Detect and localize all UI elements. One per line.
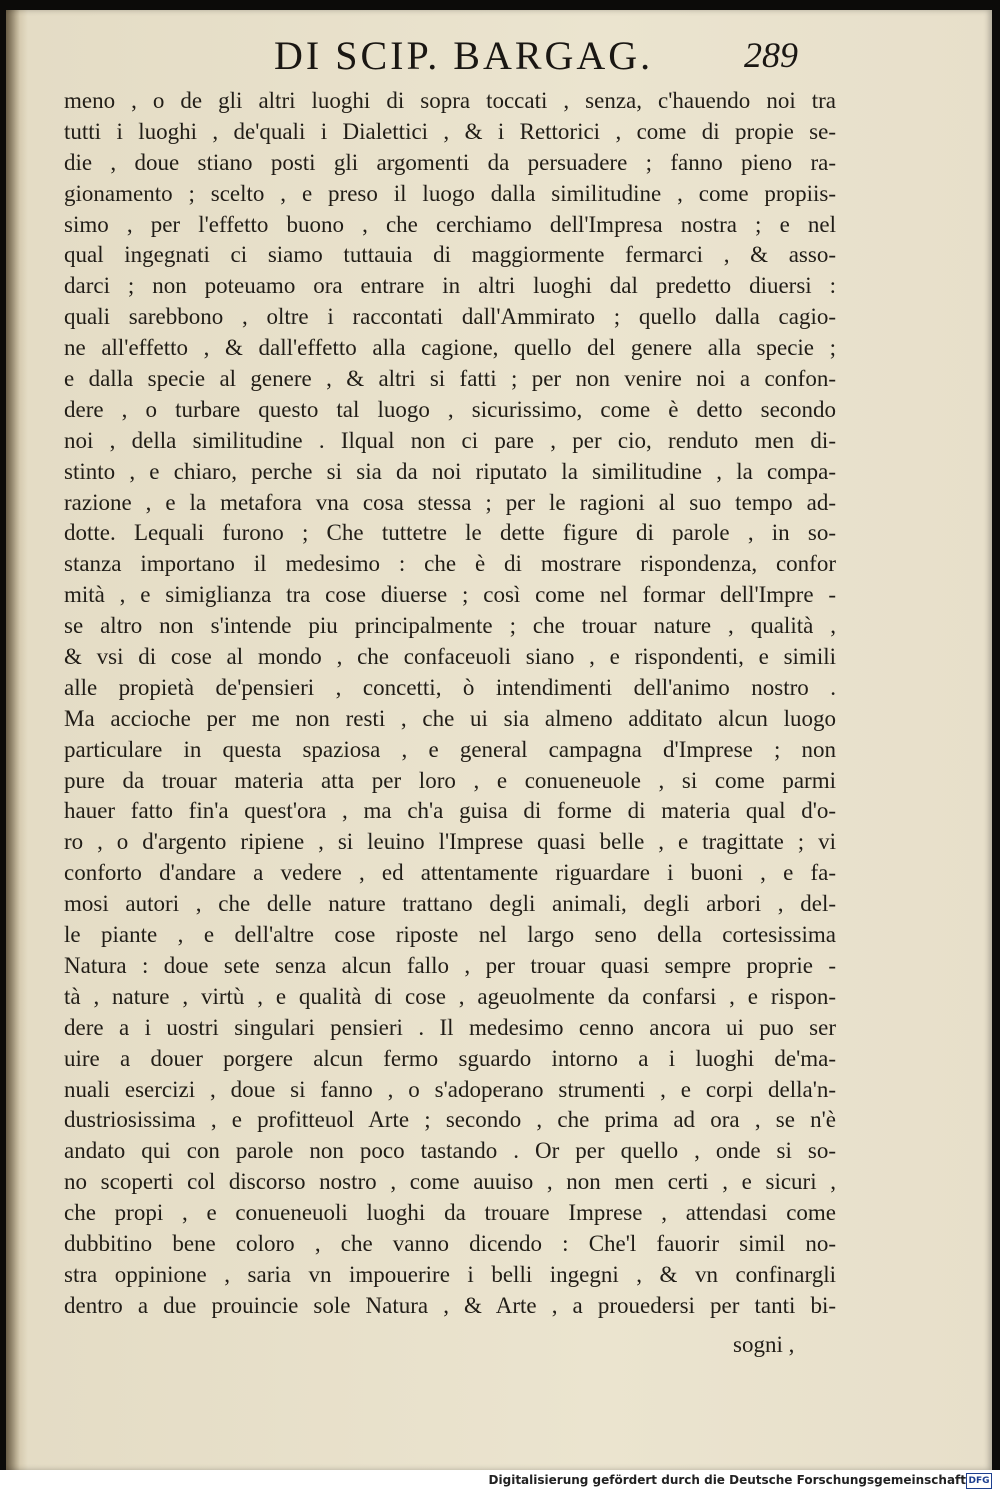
text-line: no scoperti col discorso nostro , come auuiso , non men certi , e sicuri , (64, 1169, 836, 1195)
text-line: stra oppinione , saria vn impouerire i belli ingegni , & vn confinargli (64, 1261, 836, 1287)
text-line: uire a douer porgere alcun fermo sguardo intorno a i luoghi de'ma- (64, 1045, 836, 1071)
text-line: gionamento ; scelto , e preso il luogo dalla similitudine , come propiis- (64, 180, 836, 206)
text-line: tutti i luoghi , de'quali i Dialettici , & i Rettorici , come di propie se- (64, 118, 836, 144)
text-line: Ma accioche per me non resti , che ui sia almeno additato alcun luogo (64, 705, 836, 731)
text-line: mità , e simiglianza tra cose diuerse ; così come nel formar dell'Impre - (64, 582, 836, 608)
text-line: alle propietà de'pensieri , concetti, ò intendimenti dell'animo nostro . (64, 674, 836, 700)
text-line: stanza importano il medesimo : che è di mostrare rispondenza, confor (64, 551, 836, 577)
text-line: pure da trouar materia atta per loro , e conueneuole , si come parmi (64, 767, 836, 793)
text-line: particulare in questa spaziosa , e general campagna d'Imprese ; non (64, 736, 836, 762)
running-header (6, 32, 992, 82)
text-line: qual ingegnati ci siamo tuttauia di maggiormente fermarci , & asso- (64, 242, 836, 268)
text-line: darci ; non poteuamo ora entrare in altri luoghi dal predetto diuersi : (64, 273, 836, 299)
text-line: e dalla specie al genere , & altri si fatti ; per non venire noi a confon- (64, 366, 836, 392)
text-line: dere a i uostri singulari pensieri . Il medesimo cenno ancora ui puo ser (64, 1014, 836, 1040)
body-text (64, 86, 836, 1322)
dfg-logo: DFG (966, 1473, 992, 1489)
text-line: hauer fatto fin'a quest'ora , ma ch'a guisa di forme di materia qual d'o- (64, 798, 836, 824)
text-line: mosi autori , che delle nature trattano degli animali, degli arbori , del- (64, 891, 836, 917)
text-line: dubbitino bene coloro , che vanno dicendo : Che'l fauorir simil no- (64, 1230, 836, 1256)
text-line: che propi , e conueneuoli luoghi da trouare Imprese , attendasi come (64, 1200, 836, 1226)
text-line: ro , o d'argento ripiene , si leuino l'Imprese quasi belle , e tragittate ; vi (64, 829, 836, 855)
text-line: razione , e la metafora vna cosa stessa ; per le ragioni al suo tempo ad- (64, 489, 836, 515)
text-line: tà , nature , virtù , e qualità di cose , ageuolmente da confarsi , e rispon- (64, 983, 836, 1009)
page-number: 289 (744, 35, 798, 75)
running-title: DI SCIP. BARGAG. (274, 33, 654, 78)
text-line: simo , per l'effetto buono , che cerchiamo dell'Impresa nostra ; e nel (64, 211, 836, 237)
text-line: dere , o turbare questo tal luogo , sicurissimo, come è detto secondo (64, 396, 836, 422)
book-page (6, 10, 992, 1470)
funding-credit: Digitalisierung gefördert durch die Deutsche Forschungsgemeinschaft (488, 1473, 966, 1487)
text-line: ne all'effetto , & dall'effetto alla cagione, quello del genere alla specie ; (64, 335, 836, 361)
text-line: noi , della similitudine . Ilqual non ci pare , per cio, renduto men di- (64, 427, 836, 453)
text-line: conforto d'andare a vedere , ed attentamente riguardare i buoni , e fa- (64, 860, 836, 886)
text-line: die , doue stiano posti gli argomenti da persuadere ; fanno pieno ra- (64, 149, 836, 175)
text-line: se altro non s'intende piu principalmente ; che trouar nature , qualità , (64, 613, 836, 639)
text-line: meno , o de gli altri luoghi di sopra toccati , senza, c'hauendo noi tra (64, 88, 836, 113)
text-line: dotte. Lequali furono ; Che tuttetre le dette figure di parole , in so- (64, 520, 836, 546)
text-line: & vsi di cose al mondo , che confaceuoli siano , e rispondenti, e simili (64, 644, 836, 670)
catchword: sogni , (733, 1332, 795, 1357)
page-spine-shadow (6, 10, 20, 1470)
text-line: dentro a due prouincie sole Natura , & Arte , a prouedersi per tanti bi- (64, 1292, 836, 1318)
text-line: nuali esercizi , doue si fanno , o s'adoperano strumenti , e corpi della'n- (64, 1076, 836, 1102)
footer-bar (0, 1470, 1000, 1491)
text-line: le piante , e dell'altre cose riposte nel largo seno della cortesissima (64, 922, 836, 948)
text-line: stinto , e chiaro, perche si sia da noi riputato la similitudine , la compa- (64, 458, 836, 484)
text-line: Natura : doue sete senza alcun fallo , per trouar quasi sempre proprie - (64, 952, 836, 978)
text-line: andato qui con parole non poco tastando . Or per quello , onde si so- (64, 1138, 836, 1164)
text-line: dustriosissima , e profitteuol Arte ; secondo , che prima ad ora , se n'è (64, 1107, 836, 1133)
text-line: quali sarebbono , oltre i raccontati dall'Ammirato ; quello dalla cagio- (64, 304, 836, 330)
